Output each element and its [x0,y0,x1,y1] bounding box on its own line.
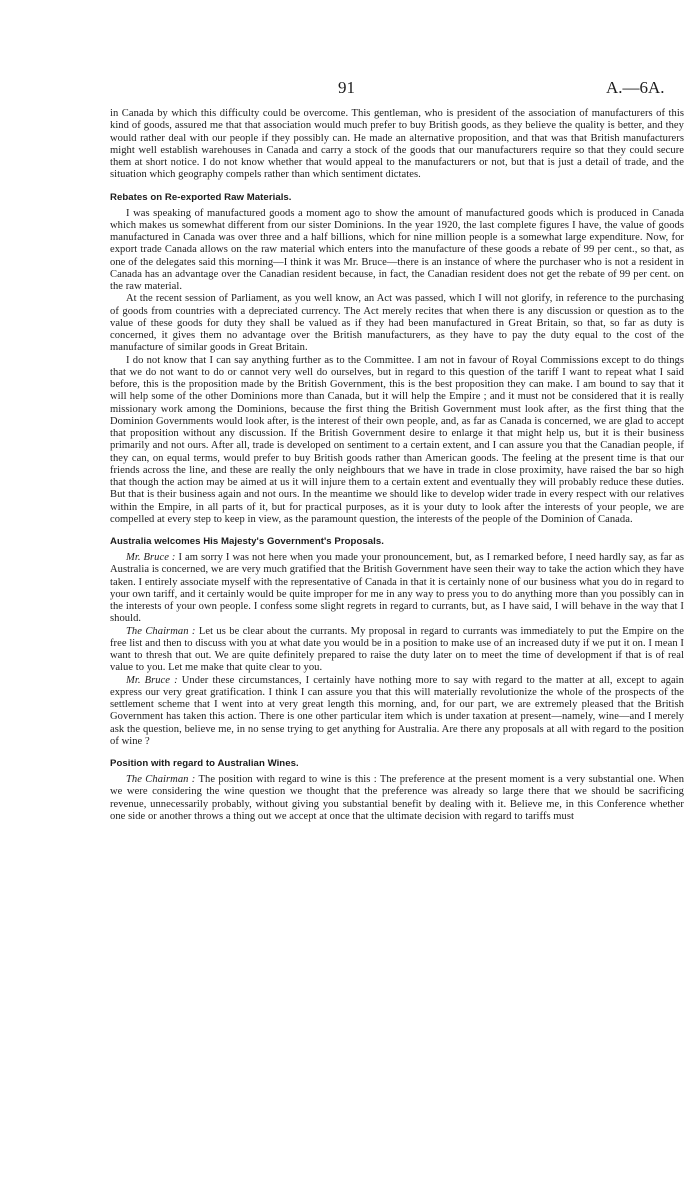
speech-text: The position with regard to wine is this : The preference at the present moment is a very substantial one. When we were considering the wine question we thought that the preference was already so large there that we should be sacrificing revenue, unnecessarily probably, without giving you substantial benefit by dealing with it. Believe me, in this Conference whether one side or another throws a thing out we accept at once that the ultimate decision with regard to tariffs must [110,774,685,822]
speech-text: Under these circumstances, I certainly have nothing more to say with regard to the matter at all, except to again express our very great gratification. I think I can assure you that this will materially revolutionize the whole of the prospects of the settlement scheme that I went into at very great length this morning, and, for our part, we are extremely pleased that the British Government has taken this action. There is one other particular item which is under taxation at present—namely, wine—and I merely ask the question, believe me, in no sense trying to get anything for Australia. Are there any proposals at all with regard to the position of wine ? [110,674,684,747]
paragraph-bruce-1 [110,552,684,626]
speaker-name: Mr. Bruce : [126,674,178,686]
section-heading-australia: Australia welcomes His Majesty's Government's Proposals. [110,536,384,547]
speaker-name: Mr. Bruce : [126,552,176,563]
paragraph-bruce-2 [110,675,684,749]
paragraph-chairman-2 [110,774,684,823]
paragraph-royal-commissions: I do not know that I can say anything further as to the Committee. I am not in favour of Royal Commissions except to do things that we do not want to do or cannot very well do ourselves, but in regard to this question of the tariff I want to repeat what I said before, this is the proposition made by the British Government, this is the best proposition they can make. I am bound to say that it will help some of the other Dominions more than Canada, but it will help the Empire ; and it must not be considered that it is really missionary work among the Dominions, because the first thing the British Government must look after, as the first thing that the Dominion Governments would look after, is the interest of their own people, and, as far as Canada is concerned, we are glad to accept that proposition without any discussion. If the British Government desire to enlarge it that might help us, but it is their business primarily and not ours. After all, trade is developed on sentiment to a certain extent, and I can assure you that the Canadian people, if they can, on equal terms, would prefer to buy British goods rather than American goods. The feeling at the present time is that our friends across the line, and these are really the only neighbours that we have in trade in close proximity, have raised the bar so high that though the action may be aimed at us it will injure them to a certain extent and eventually they will probably reduce these duties. But that is their business again and not ours. In the meantime we should like to develop wider trade in every respect with our relatives within the Empire, in all parts of it, but for practical purposes, as it is your duty to look after the interests of your people, we are compelled at every step to keep in view, as the paramount question, the interests of the people of the Dominion of Canada. [110,354,684,525]
section-heading-wines: Position with regard to Australian Wines. [110,758,299,769]
section-heading-rebates: Rebates on Re-exported Raw Materials. [110,191,292,203]
speaker-name: The Chairman : [126,625,196,637]
document-body [110,108,684,823]
paragraph-continuation: in Canada by which this difficulty could be overcome. This gentleman, who is president of the association of manufacturers of this kind of goods, assured me that that association would much prefer to buy British goods, as they believe the quality is better, and they would rather deal with our people if they possibly can. He made an alternative proposition, and that was that British manufacturers might well establish warehouses in Canada and carry a stock of the goods that our manufacturers require so that they could secure them at short notice. I do not know whether that would appeal to the manufacturers or not, but that is just a detail of trade, and the situation which geography compels rather than which sentiment dictates. [110,108,684,181]
page-number: 91 [338,78,355,97]
paragraph-manufactured-goods: I was speaking of manufactured goods a moment ago to show the amount of manufactured goods which is produced in Canada which makes us somewhat different from our sister Dominions. In the year 1920, the last complete figures I have, the value of goods manufactured in Canada was over three and a half billions, which for nine million people is a somewhat large expenditure. Now, for export trade Canada allows on the raw material which enters into the manufacture of these goods a rebate of 99 per cent., so that, as one of the delegates said this morning—I think it was Mr. Bruce—there is an instance of where the purchaser who is not a resident in Canada has an advantage over the Canadian resident because, in fact, the Canadian resident does not get the rebate of 99 per cent. on the raw material. [110,207,684,292]
document-reference: A.—6A. [606,78,665,97]
speech-text: I am sorry I was not here when you made your pronouncement, but, as I remarked before, I need hardly say, as far as Australia is concerned, we are very much gratified that the British Government have seen their way to take the action which they have taken. I entirely associate myself with the representative of Canada in that it is certainly none of our business what you do in regard to your own tariff, and it certainly would be quite improper for me in any way to press you to do anything more than you possibly can in the interests of your own people. I confess some slight regrets in regard to currants, but, as I have said, I will behave in the way that I should. [110,552,684,625]
paragraph-parliament-act: At the recent session of Parliament, as you well know, an Act was passed, which I will not glorify, in reference to the purchasing of goods from countries with a depreciated currency. The Act merely recites that when there is any discussion or question as to the value of these goods for duty they shall be valued as if they had been manufactured in Great Britain, so that, so far as duty is concerned, it gives them no advantage over the British manufacturers, as they have to pay the duty equal to the cost of the manufacture of similar goods in Great Britain. [110,293,684,354]
paragraph-chairman-1 [110,626,684,675]
speech-text: Let us be clear about the currants. My proposal in regard to currants was immediately to put the Empire on the free list and then to discuss with you at what date you would be in a position to make use of an increased duty if we put it on. I mean I want to thresh that out. We are quite definitely prepared to raise the duty later on to meet the time of development if that is of real value to you. Let me make that quite clear to you. [110,625,684,674]
speaker-name: The Chairman : [126,774,196,785]
